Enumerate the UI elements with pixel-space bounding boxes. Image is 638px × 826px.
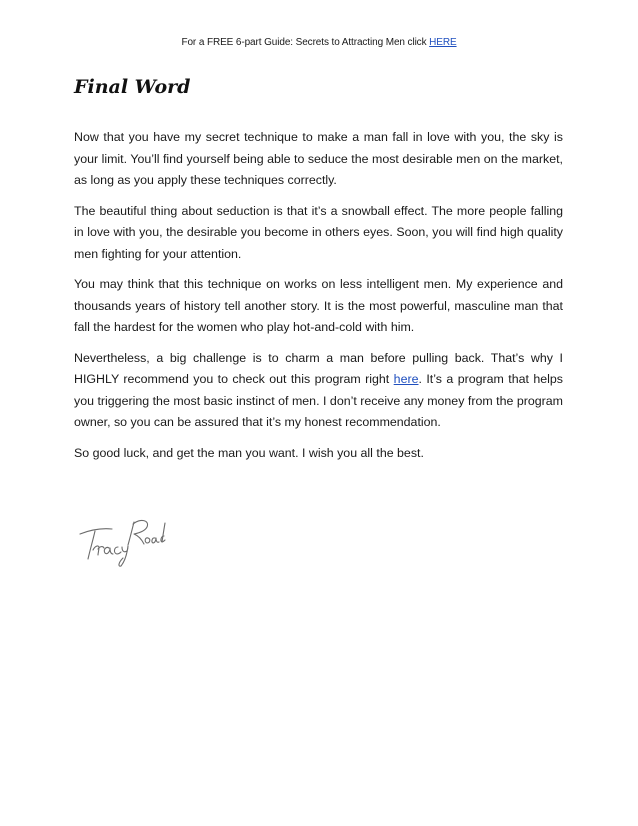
paragraph-4 <box>74 348 563 434</box>
paragraph-1: Now that you have my secret technique to make a man fall in love with you, the sky is your limit. You’ll find yourself being able to seduce the most desirable men on the market, as long as you apply these techniques correctly. <box>74 130 563 187</box>
header-promo <box>0 37 638 48</box>
program-here-link[interactable]: here <box>393 372 419 386</box>
paragraph-3: You may think that this technique on works on less intelligent men. My experience and thousands years of history tell another story. It is the most powerful, masculine man that fall the hardest for the women who play hot-and-cold with him. <box>74 277 563 334</box>
paragraph-2: The beautiful thing about seduction is that it’s a snowball effect. The more people falling in love with you, the desirable you become in others eyes. Soon, you will find high quality men fighting for your attention. <box>74 203 563 261</box>
closing-paragraph: So good luck, and get the man you want. I wish you all the best. <box>74 445 424 460</box>
header-here-link[interactable]: HERE <box>429 37 457 48</box>
page-title: Final Word <box>74 76 191 98</box>
body-content <box>74 127 563 473</box>
signature-image <box>76 512 166 568</box>
paragraph-4-before-link: Nevertheless, a big challenge is to charm a man before pulling back. That’s why I HIGHLY recommend you to check out this program right <box>74 350 563 386</box>
header-promo-text: For a FREE 6-part Guide: Secrets to Attracting Men click <box>181 37 430 48</box>
paragraph-4-after-link: . It’s a program that helps you triggering the most basic instinct of men. I don’t receive any money from the program owner, so you can be assured that it’s my honest recommendation. <box>74 372 563 429</box>
